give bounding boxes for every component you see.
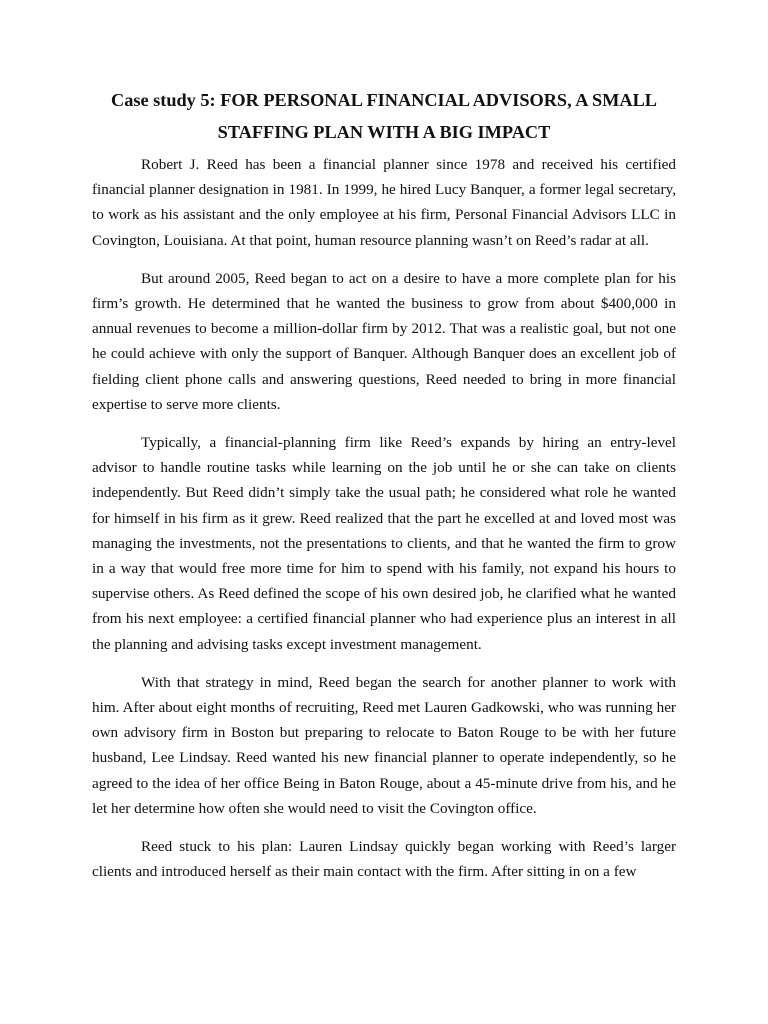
document-title: Case study 5: FOR PERSONAL FINANCIAL ADVISORS, A SMALL STAFFING PLAN WITH A BIG IMPACT [111, 90, 657, 142]
document-body [92, 152, 676, 897]
paragraph-2: But around 2005, Reed began to act on a desire to have a more complete plan for his firm’s growth. He determined that he wanted the business to grow from about $400,000 in annual revenues to become a million-dollar firm by 2012. That was a realistic goal, but not one he could achieve with only the support of Banquer. Although Banquer does an excellent job of fielding client phone calls and answering questions, Reed needed to bring in more financial expertise to serve more clients. [92, 269, 676, 413]
paragraph-1: Robert J. Reed has been a financial planner since 1978 and received his certified financial planner designation in 1981. In 1999, he hired Lucy Banquer, a former legal secretary, to work as his assistant and the only employee at his firm, Personal Financial Advisors LLC in Covington, Louisiana. At that point, human resource planning wasn’t on Reed’s radar at all. [92, 156, 676, 249]
paragraph-5: Reed stuck to his plan: Lauren Lindsay quickly began working with Reed’s larger clients and introduced herself as their main contact with the firm. After sitting in on a few [92, 838, 676, 881]
paragraph-3: Typically, a financial-planning firm like Reed’s expands by hiring an entry-level advisor to handle routine tasks while learning on the job until he or she can take on clients independently. But Reed didn’t simply take the usual path; he considered what role he wanted for himself in his firm as it grew. Reed realized that the part he excelled at and loved most was managing the investments, not the presentations to clients, and that he wanted the firm to grow in a way that would free more time for him to spend with his family, not expand his hours to supervise others. As Reed defined the scope of his own desired job, he clarified what he wanted from his next employee: a certified financial planner who had experience plus an interest in all the planning and advising tasks except investment management. [92, 434, 676, 653]
paragraph-4: With that strategy in mind, Reed began the search for another planner to work with him. After about eight months of recruiting, Reed met Lauren Gadkowski, who was running her own advisory firm in Boston but preparing to relocate to Baton Rouge to be with her future husband, Lee Lindsay. Reed wanted his new financial planner to operate independently, so he agreed to the idea of her office Being in Baton Rouge, about a 45-minute drive from his, and he let her determine how often she would need to visit the Covington office. [92, 673, 676, 817]
